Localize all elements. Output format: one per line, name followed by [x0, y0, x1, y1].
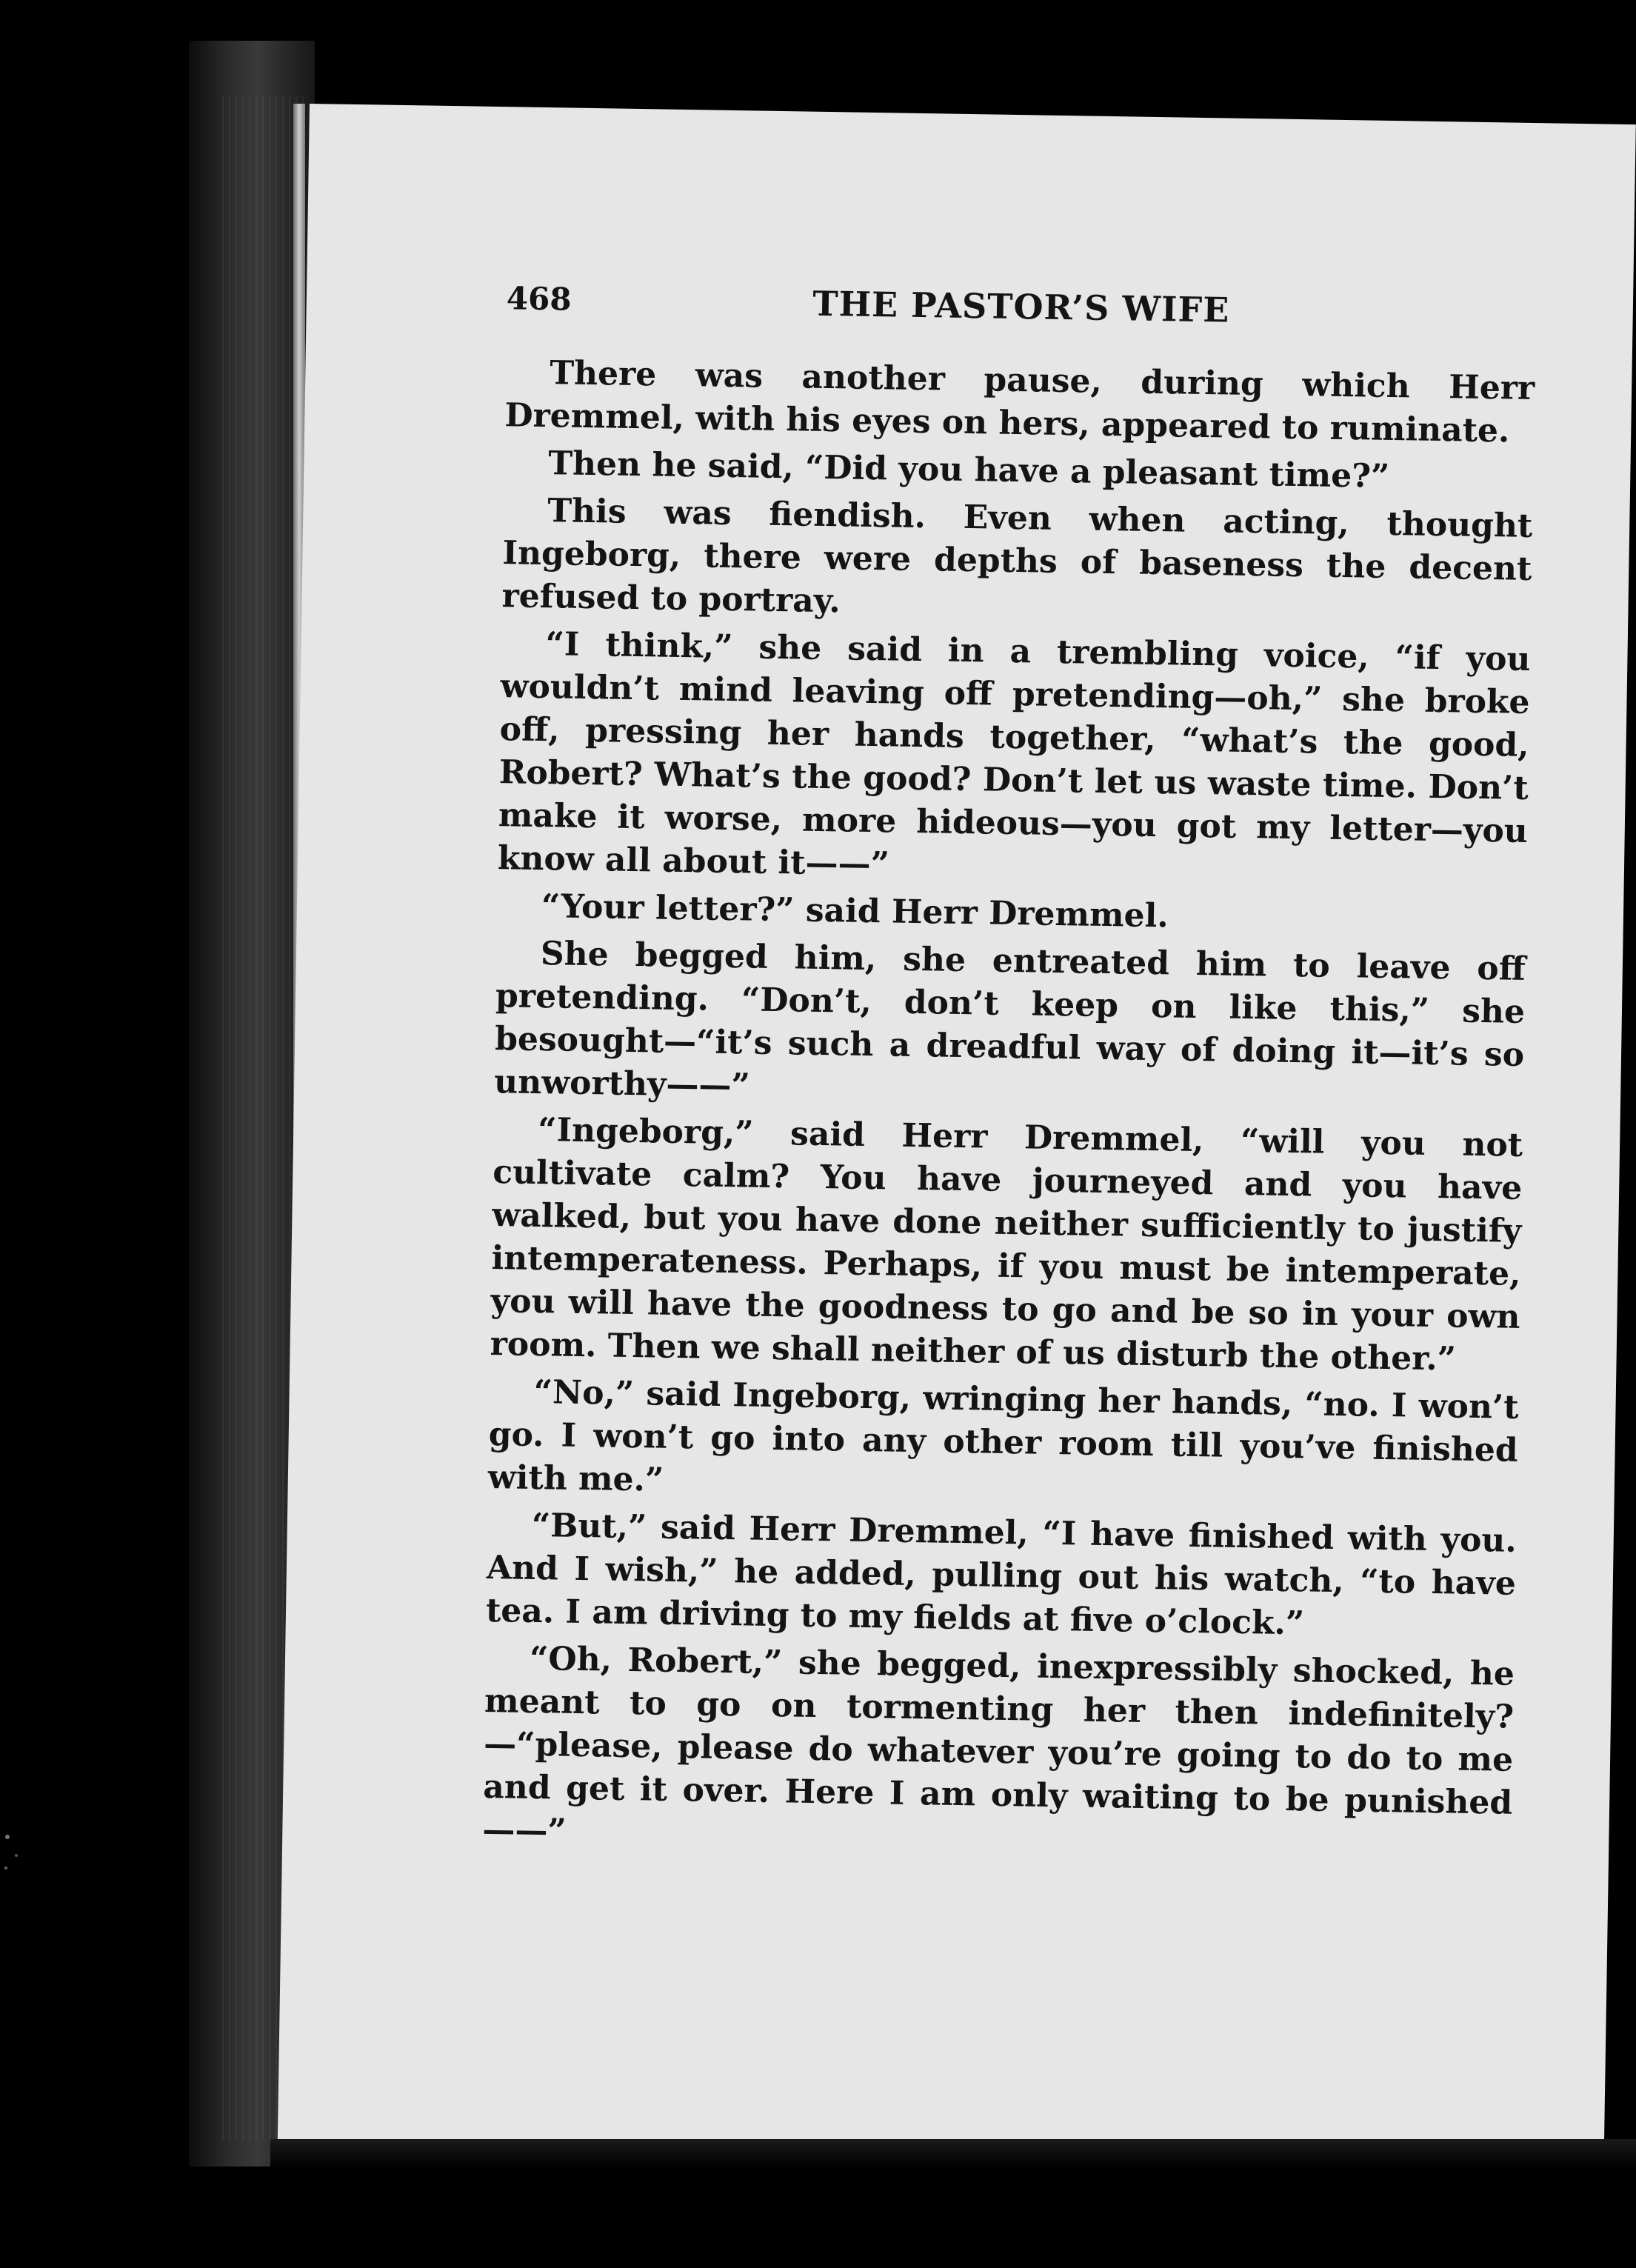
book-page: [278, 104, 1636, 2169]
paragraph-8: “No,” said Ingeborg, wringing her hands, “no. I won’t go. I won’t go into any other room till you’ve finished with me.”: [487, 1373, 1519, 1499]
paragraph-7: “Ingeborg,” said Herr Dremmel, “will you not cultivate calm? You have journeyed and you have walked, but you have done neither sufficiently to justify intemperateness. Perhaps, if you must be intemperate, you will have the goodness to go and be so in your own room. Then we shall neither of us disturb the other.”: [490, 1111, 1523, 1378]
text-block: [482, 277, 1536, 1872]
paragraph-10: “Oh, Robert,” she begged, inexpressibly shocked, he meant to go on tormenting her then indefinitely? —“please, please do whatever you’re going to do to me and get it over. Here I am only waiting to be punished——”: [482, 1639, 1515, 1850]
page-bottom-shadow: [270, 2139, 1636, 2169]
page-number: 468: [506, 280, 572, 318]
paragraph-5: “Your letter?” said Herr Dremmel.: [541, 887, 1169, 935]
scan-dust-marks: [0, 1822, 30, 1881]
running-title: THE PASTOR’S WIFE: [812, 283, 1230, 330]
running-head: [506, 277, 1536, 360]
paragraph-1: There was another pause, during which Herr Dremmel, with his eyes on hers, appeared to ruminate.: [504, 354, 1535, 450]
paragraph-3: This was fiendish. Even when acting, thought Ingeborg, there were depths of baseness the decent refused to portray.: [501, 492, 1533, 621]
paragraph-2: Then he said, “Did you have a pleasant time?”: [548, 444, 1390, 496]
paragraph-4: “I think,” she said in a trembling voice, “if you wouldn’t mind leaving off pretending—oh,” she broke off, pressing her hands together, “what’s the good, Robert? What’s the good? Don’t let us waste time. Don’t make it worse, more hideous—you got my letter—you know all about it——”: [497, 625, 1531, 884]
paragraph-9: “But,” said Herr Dremmel, “I have finished with you. And I wish,” he added, pulling out his watch, “to have tea. I am driving to my fields at five o’clock.”: [485, 1506, 1518, 1643]
paragraph-6: She begged him, she entreated him to leave off pretending. “Don’t, don’t keep on like this,” she besought—“it’s such a dreadful way of doing it—it’s so unworthy——”: [493, 935, 1526, 1105]
